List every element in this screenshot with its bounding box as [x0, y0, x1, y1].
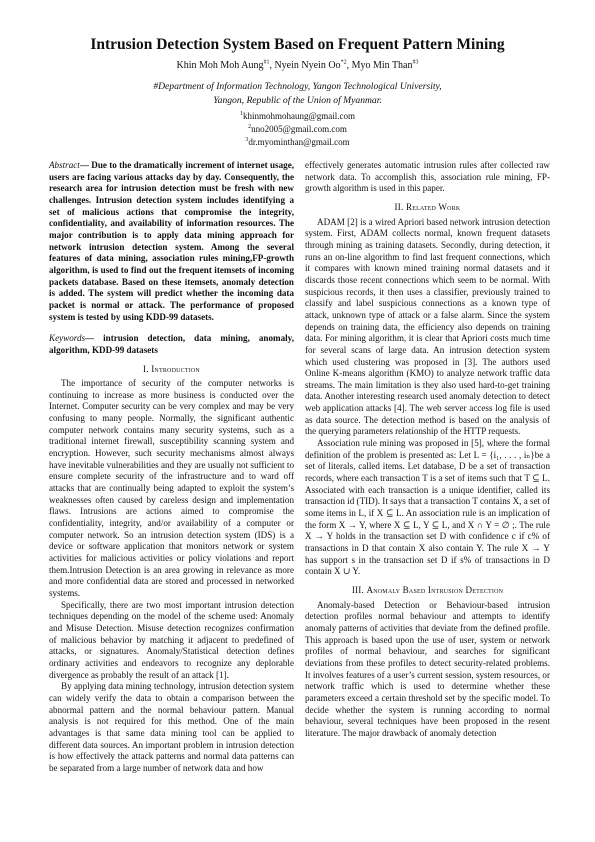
- abstract-label: Abstract: [49, 160, 80, 170]
- section-heading: [305, 202, 550, 214]
- author-marker: *2: [340, 59, 347, 66]
- section-number: I.: [143, 363, 149, 374]
- author-marker: #1: [263, 59, 270, 66]
- keywords-label: Keywords: [49, 333, 86, 344]
- email-marker: 2: [248, 124, 252, 130]
- author-name: , Nyein Nyein Oo: [269, 60, 341, 71]
- right-column: [305, 160, 550, 740]
- section-heading: [49, 364, 294, 376]
- body-paragraph: Anomaly-based Detection or Behaviour-based intrusion detection profiles normal behaviour and attempts to identify anomaly patterns of activities that deviate from the defined profile. This approach is based upon the use of user, system or network profiles of normal behaviour, and searches for significant deviations from these profiles to detect security-related problems. It involves features of a user’s current session, system resources, or network traffic which is used to determine whether these parameters exceed a certain threshold set by the specific model. To decide whether the system is running according to normal behaviour, several techniques have been proposed in the resent literature. The major drawback of anomaly detection: [305, 599, 550, 738]
- author-marker: #3: [412, 59, 419, 66]
- email-address: khinmohmohaung@gmail.com: [242, 111, 356, 121]
- keywords-text: — intrusion detection, data mining, anomaly, algorithm, KDD-99 datasets: [49, 333, 294, 355]
- email-line: [30, 110, 565, 122]
- left-column: [49, 160, 294, 774]
- body-paragraph: effectively generates automatic intrusion rules after collected raw network data. To accomplish this, association rule mining, FP-growth algorithm is used in this paper.: [305, 160, 550, 194]
- body-paragraph: By applying data mining technology, intrusion detection system can widely verify the data to obtain a comparison between the abnormal pattern and the normal behaviour pattern. Manual analysis is not required for this method. One of the main advantages is that same data mining tool can be applied to different data sources. An important problem in intrusion detection is how effectively the attack patterns and normal data patterns can be separated from a large number of network data and how: [49, 681, 294, 773]
- email-address: dr.myominthan@gmail.com: [248, 137, 350, 147]
- email-line: [30, 123, 565, 135]
- email-marker: 1: [239, 111, 243, 117]
- body-paragraph: The importance of security of the computer networks is continuing to increase as more business is conducted over the Internet. Computer security can be very complex and may be very confusing to many people. Normally, the significant authentic computer network contains many security systems, such as a traditional internet firewall, susceptibility scanning system and encryption. However, such security mechanisms almost always have inevitable vulnerabilities and they are usually not sufficient to ensure complete security of the infrastructure and to ward off attacks that are continually being adapted to exploit the system’s weaknesses often caused by careless design and implementation flaws. Intrusions are actions aimed to compromise the confidentiality, integrity, and/or availability of a computer or computer network. So an intrusion detection system (IDS) is a device or software application that monitors network or system activities for malicious activities or policy violations and report them.Intrusion Detection is an area growing in relevance as more and more confidential data are stored and processed in networked systems.: [49, 378, 294, 598]
- author-name: Khin Moh Moh Aung: [176, 60, 264, 71]
- abstract: [49, 160, 294, 323]
- affiliation-line: Yangon, Republic of the Union of Myanmar.: [213, 95, 382, 106]
- affiliation-line: #Department of Information Technology, Yangon Technological University,: [153, 81, 442, 92]
- email-address: nno2005@gmail.com.com: [251, 124, 347, 134]
- section-title: Related Work: [405, 201, 461, 212]
- keywords: [49, 333, 294, 356]
- section-heading: [305, 585, 550, 597]
- abstract-text: — Due to the dramatically increment of internet usage, users are facing various attacks day by day. Consequently, the research area for intrusion detection must be fresh with new challenges. Intrusion detection system includes identifying a set of malicious actions that compromise the integrity, confidentiality, and availability of information resources. The major contribution is to apply data mining approach for network intrusion detection system. Among the several features of data mining, association rules mining,FP-growth algorithm, is used to find out the frequent itemsets of incoming packets database. Based on these itemsets, anomaly detection is added. The system will predict whether the incoming data packet is normal or attack. The performance of proposed system is tested by using KDD-99 datasets.: [49, 160, 294, 322]
- email-line: [30, 136, 565, 148]
- author-line: [30, 59, 565, 72]
- body-paragraph: Association rule mining was proposed in [5], where the formal definition of the problem is presented as: Let L = {i₁, . . . , iₙ}be a set of literals, called items. Let database, D be a set of transaction records, where each transaction T is a set of items such that T ⊆ L. Associated with each transaction is a unique identifier, called its transaction id (TID). It says that a transaction T contains X, a set of some items in L, if X ⊆ L. An association rule is an implication of the form X → Y, where X ⊆ L, Y ⊆ L, and X ∩ Y = ∅ ;. The rule X → Y holds in the transaction set D with confidence c if c% of transactions in D that contain X also contain Y. The rule X → Y has support s in the transaction set D if s% of transactions in D contain X ∪ Y.: [305, 438, 550, 577]
- affiliation: [30, 80, 565, 108]
- section-number: III.: [351, 584, 364, 595]
- body-paragraph: Specifically, there are two most important intrusion detection techniques depending on the model of the scheme used: Anomaly and Misuse Detection. Misuse detection recognizes confirmation of malicious behavior by matching it adjacent to predefined of attacks, or signatures. Anomaly/Statistical detection defines ordinary activities and endeavors to recognize any deplorable divergence as probably the result of an attack [1].: [49, 599, 294, 680]
- author-name: , Myo Min Than: [346, 60, 413, 71]
- paper-title: Intrusion Detection System Based on Frequent Pattern Mining: [90, 36, 505, 53]
- section-number: II.: [394, 201, 404, 212]
- section-title: Anomaly Based Intrusion Detection: [366, 584, 504, 595]
- section-title: Introduction: [151, 363, 200, 374]
- email-marker: 3: [245, 137, 249, 143]
- body-paragraph: ADAM [2] is a wired Apriori based network intrusion detection system. First, ADAM collects normal, known frequent datasets through mining as training datasets. Secondly, during detection, it runs an on-line algorithm to find last frequent connections, which it compares with known mined training normal datasets and it discards those recent connections which seem to be normal. With suspicious records, it then uses a classifier, previously trained to classify and label suspicious connections as a known type of attack, unknown type of attack or a false alarm. Since the system depends on training data, the efficiency also depends on training data. For mining algorithm, it is clear that Apriori costs much time for several scans of large data. An intrusion detection system which used clustering was proposed in [3]. The authors used Online K-means algorithm (KMO) to analyze network traffic data streams. The main limitation is they also used hard-to-get training data. Another interesting research used anomaly detection to detect web application attacks [4]. The web server access log file is used as data source. The detection method is based on the analysis of the querying parameters relationship of the HTTP requests.: [305, 216, 550, 437]
